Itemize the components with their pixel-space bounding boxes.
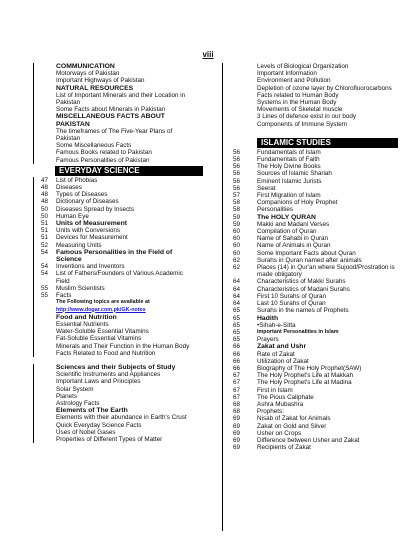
- toc-page-number: 50: [40, 205, 48, 213]
- toc-title: Pakistan: [56, 99, 81, 107]
- toc-entry: [223, 365, 398, 372]
- toc-title: Characteristics of Makki Surahs: [257, 278, 346, 286]
- toc-title: Planets: [56, 392, 78, 400]
- toc-title: Name of Animals in Quran: [257, 242, 331, 250]
- toc-title: List of Fathers/Founders of Various Academic: [56, 270, 183, 278]
- toc-title: Makki and Madani Verses: [257, 220, 330, 228]
- toc-entry: [223, 329, 398, 336]
- toc-title: The Pious Caliphate: [257, 393, 314, 401]
- toc-entry: [33, 242, 203, 249]
- toc-entry: [33, 227, 203, 234]
- toc-entry: [223, 444, 398, 451]
- toc-title: Prophets:: [257, 408, 284, 416]
- toc-entry: [33, 220, 203, 227]
- toc-page-number: 57: [232, 192, 240, 200]
- toc-entry: [223, 379, 398, 386]
- toc-title: Prayers: [257, 336, 279, 344]
- toc-page-number: 60: [232, 235, 240, 243]
- toc-page-number: 51: [40, 234, 48, 242]
- toc-title: Levels of Biological Organization: [257, 63, 349, 70]
- toc-entry: [223, 415, 398, 422]
- toc-entry: [223, 221, 398, 228]
- toc-title: Properties of Different Types of Matter: [56, 435, 163, 443]
- toc-entry: [33, 436, 203, 443]
- toc-title: Fundamentals of Faith: [257, 156, 320, 164]
- toc-bullet-item: • Sihah-e-Sitta: [257, 322, 398, 329]
- toc-title: Important Highways of Pakistan: [56, 77, 145, 85]
- toc-title: Famous Books related to Pakistan: [56, 149, 152, 157]
- toc-page-number: 51: [40, 220, 48, 228]
- toc-page-number: 54: [40, 263, 48, 271]
- toc-entry: [33, 70, 203, 77]
- toc-entry: [223, 250, 398, 257]
- toc-entry: [33, 157, 203, 164]
- toc-page-number: 67: [232, 393, 240, 401]
- toc-entry: [33, 198, 203, 205]
- toc-page-number: 58: [232, 199, 240, 207]
- toc-title: First Migration of Islam: [257, 192, 321, 200]
- toc-title: Facts: [56, 292, 72, 300]
- toc-entry: [33, 328, 203, 335]
- toc-entry: [33, 206, 203, 213]
- toc-title: Components of Immune System: [257, 120, 347, 128]
- toc-title: Human Eye: [56, 212, 89, 220]
- toc-right-column: [222, 63, 398, 531]
- toc-page-number: 50: [40, 212, 48, 220]
- toc-page-number: 47: [40, 176, 48, 184]
- toc-page-number: 65: [232, 328, 240, 336]
- toc-heading: NATURAL RESOURCES: [56, 84, 134, 92]
- toc-entry: [223, 401, 398, 408]
- page-number: viii: [202, 50, 214, 59]
- toc-title: Seerat: [257, 184, 276, 192]
- toc-entry: [33, 350, 203, 357]
- toc-page-number: 65: [232, 314, 240, 322]
- toc-entry: [33, 393, 203, 400]
- toc-entry: [33, 149, 203, 156]
- toc-title: Companions of Holy Prophet: [257, 199, 338, 207]
- toc-page-number: 65: [232, 307, 240, 315]
- toc-entry: [33, 249, 203, 256]
- toc-entry: [33, 63, 203, 70]
- toc-entry: [223, 178, 398, 185]
- toc-title: The Holy Divine Books: [257, 163, 321, 171]
- toc-page-number: 56: [232, 156, 240, 164]
- toc-page-number: 59: [232, 220, 240, 228]
- toc-title: Facts Related to Food and Nutrition: [56, 349, 156, 357]
- toc-entry: [223, 149, 398, 156]
- toc-entry: [223, 85, 398, 92]
- toc-page-number: 66: [232, 343, 240, 351]
- toc-entry: [33, 113, 203, 120]
- toc-title: Diseases Spread by Insects: [56, 205, 135, 213]
- toc-title: Eminent Islamic Jurists: [257, 177, 322, 185]
- toc-page-number: 64: [232, 285, 240, 293]
- spacer: [223, 128, 398, 135]
- toc-entry: [223, 408, 398, 415]
- toc-title: Biography of The Holy Prophet(SAW): [257, 364, 362, 372]
- toc-page-number: 69: [232, 415, 240, 423]
- toc-entry: [223, 322, 398, 329]
- toc-entry: [33, 422, 203, 429]
- toc-title: Facts related to Human Body: [257, 91, 339, 99]
- toc-title: Surahs in the names of Prophets: [257, 307, 349, 315]
- toc-entry: [223, 351, 398, 358]
- toc-entry: [223, 170, 398, 177]
- toc-title: Depletion of ozone layer by Chlorofluorocarbons: [257, 84, 392, 92]
- toc-page-number: 60: [232, 249, 240, 257]
- toc-entry: [223, 185, 398, 192]
- toc-page-number: 68: [232, 400, 240, 408]
- toc-page-number: 48: [40, 184, 48, 192]
- toc-title: Types of Diseases: [56, 191, 108, 199]
- toc-title: Scientific Instruments and Appliances: [56, 371, 161, 379]
- toc-title: Personalities: [257, 206, 294, 214]
- toc-entry: [223, 214, 398, 221]
- toc-page-number: 54: [40, 270, 48, 278]
- toc-page-number: 56: [232, 163, 240, 171]
- toc-title: List of Important Minerals and their Location in: [56, 91, 186, 99]
- toc-heading: Zakat and Ushr: [257, 343, 307, 351]
- toc-entry: [223, 394, 398, 401]
- toc-page-number: 60: [232, 242, 240, 250]
- toc-heading: Famous Personalities in the Field of: [56, 248, 173, 256]
- toc-page-number: 64: [232, 278, 240, 286]
- toc-entry: [223, 315, 398, 322]
- toc-title: Fat-Soluble Essential Vitamins: [56, 335, 142, 343]
- toc-title: Important Laws and Principles: [56, 378, 141, 386]
- toc-title: Name of Sahabi in Quran: [257, 235, 329, 243]
- toc-entry: [33, 106, 203, 113]
- toc-title: Famous Personalities of Pakistan: [56, 156, 150, 164]
- toc-entry: [33, 142, 203, 149]
- toc-left-column: [33, 63, 203, 531]
- toc-page-number: 64: [232, 292, 240, 300]
- toc-entry: [33, 99, 203, 106]
- toc-entry: [33, 400, 203, 407]
- toc-page-number: 51: [40, 227, 48, 235]
- toc-entry: [33, 77, 203, 84]
- toc-page-number: 56: [232, 184, 240, 192]
- toc-title: Ashra Mubashra: [257, 400, 304, 408]
- toc-title: Elements with their abundance in Earth's Crust: [56, 414, 187, 422]
- toc-entry: [33, 307, 203, 314]
- toc-page-number: 56: [232, 170, 240, 178]
- toc-title: Important Information: [257, 70, 317, 78]
- toc-entry: [223, 430, 398, 437]
- toc-page-number: 56: [232, 148, 240, 156]
- toc-title: The timeframes of The Five-Year Plans of: [56, 127, 173, 135]
- toc-heading: Sciences and their Subjects of Study: [56, 363, 176, 371]
- section-header: ISLAMIC STUDIES: [257, 138, 398, 148]
- toc-page-number: 69: [232, 436, 240, 444]
- toc-page-number: 66: [232, 350, 240, 358]
- toc-heading: Units of Measurement: [56, 220, 128, 228]
- toc-title: Quick Everyday Science Facts: [56, 421, 142, 429]
- toc-title: Movements of Skeletal muscle: [257, 106, 343, 114]
- toc-entry: [33, 429, 203, 436]
- toc-page-number: 62: [232, 264, 240, 272]
- toc-entry: [223, 77, 398, 84]
- toc-entry: [33, 407, 203, 414]
- spacer: [33, 357, 203, 364]
- toc-page-number: 55: [40, 284, 48, 292]
- toc-entry: [223, 300, 398, 307]
- toc-title: Zakat on Gold and Silver: [257, 422, 327, 430]
- toc-entry: [33, 299, 203, 306]
- toc-page-number: 58: [232, 206, 240, 214]
- toc-page-number: 68: [232, 408, 240, 416]
- toc-entry: [33, 85, 203, 92]
- toc-entry: [33, 378, 203, 385]
- toc-title: The Holy Prophet's Life at Makkah: [257, 372, 354, 380]
- toc-title: List of Phobias: [56, 176, 98, 184]
- toc-title: Inventions and Inventors: [56, 263, 125, 271]
- toc-entry: [33, 278, 203, 285]
- toc-entry: [33, 314, 203, 321]
- toc-entry: [33, 270, 203, 277]
- toc-entry: [33, 335, 203, 342]
- toc-page-number: 69: [232, 444, 240, 452]
- toc-entry: [223, 372, 398, 379]
- toc-page-number: 69: [232, 429, 240, 437]
- toc-entry: [33, 292, 203, 299]
- toc-entry: [223, 235, 398, 242]
- toc-title: Some Facts about Minerals in Pakistan: [56, 106, 166, 114]
- toc-title: Dictionary of Diseases: [56, 198, 119, 206]
- toc-title: 3 Lines of defence exist in our body: [257, 113, 357, 121]
- toc-title: Usher on Crops: [257, 429, 302, 437]
- toc-title: Sources of Islamic Shariah: [257, 170, 332, 178]
- toc-title: Diseases: [56, 184, 82, 192]
- toc-title: Compilation of Quran: [257, 228, 317, 236]
- toc-entry: [223, 278, 398, 285]
- toc-title: Difference between Usher and Zakat: [257, 436, 360, 444]
- toc-page-number: 59: [232, 213, 240, 221]
- toc-entry: [223, 293, 398, 300]
- toc-entry: [33, 321, 203, 328]
- toc-page-number: 67: [232, 372, 240, 380]
- toc-heading: The HOLY QURAN: [257, 213, 316, 221]
- toc-heading: Science: [56, 256, 82, 264]
- toc-title: Characteristics of Madani Surahs: [257, 285, 350, 293]
- toc-entry: [33, 371, 203, 378]
- toc-heading: Elements of The Earth: [56, 407, 128, 415]
- toc-title: The Holy Prophet's Life at Madina: [257, 379, 352, 387]
- toc-entry: [33, 177, 203, 184]
- toc-note: Important Personalities in Islam: [257, 328, 339, 335]
- toc-entry: [33, 285, 203, 292]
- toc-title: Systems in the Human Body: [257, 99, 337, 107]
- toc-entry: [33, 191, 203, 198]
- toc-entry: [223, 70, 398, 77]
- toc-entry: [223, 92, 398, 99]
- toc-entry: [33, 128, 203, 135]
- toc-entry: [33, 92, 203, 99]
- toc-page-number: 66: [232, 364, 240, 372]
- toc-page-number: 67: [232, 379, 240, 387]
- toc-heading: COMMUNICATION: [56, 63, 115, 70]
- toc-title: Solar System: [56, 385, 94, 393]
- toc-title: Astrology Facts: [56, 399, 100, 407]
- toc-entry: [223, 336, 398, 343]
- toc-entry: [223, 307, 398, 314]
- toc-title: Units with Conversions: [56, 227, 121, 235]
- toc-entry: [223, 387, 398, 394]
- toc-entry: [223, 437, 398, 444]
- toc-title: Fundamentals of Islam: [257, 148, 321, 156]
- toc-entry: [33, 234, 203, 241]
- toc-page-number: 65: [232, 321, 240, 329]
- toc-heading: PAKISTAN: [56, 120, 90, 128]
- toc-page-number: 52: [40, 241, 48, 249]
- toc-entry: [223, 113, 398, 120]
- toc-entry: [223, 106, 398, 113]
- toc-page-number: 62: [232, 256, 240, 264]
- toc-entry: [223, 423, 398, 430]
- toc-title: Minerals and Their Function in the Human Body: [56, 342, 190, 350]
- toc-page-number: 60: [232, 228, 240, 236]
- toc-entry: [223, 242, 398, 249]
- toc-page-number: 67: [232, 386, 240, 394]
- notes-link[interactable]: http://www.dogar.com.pk/GK-notes: [56, 306, 146, 313]
- toc-entry: [33, 256, 203, 263]
- toc-entry: [33, 414, 203, 421]
- toc-title: Water-Soluble Essential Vitamins: [56, 328, 149, 336]
- toc-heading: Food and Nutrition: [56, 313, 117, 321]
- toc-entry: [223, 206, 398, 213]
- toc-heading: MISCELLANEOUS FACTS ABOUT: [56, 113, 165, 121]
- toc-title: Nisab of Zakat for Animals: [257, 415, 331, 423]
- toc-title: Utilization of Zakat: [257, 357, 309, 365]
- toc-title: Rate of Zakat: [257, 350, 295, 358]
- toc-title: Muslim Scientists: [56, 284, 105, 292]
- toc-title: Last 10 Surahs of Quran: [257, 300, 326, 308]
- toc-page-number: 69: [232, 422, 240, 430]
- toc-title: Essential Nutrients: [56, 320, 109, 328]
- toc-entry: [223, 163, 398, 170]
- toc-page-number: 65: [232, 336, 240, 344]
- toc-entry: [33, 263, 203, 270]
- toc-page-number: 54: [40, 248, 48, 256]
- toc-entry: [223, 121, 398, 128]
- toc-entry: [223, 264, 398, 271]
- toc-page-number: 48: [40, 198, 48, 206]
- toc-heading: Hadith: [257, 314, 279, 322]
- toc-title: Measuring Units: [56, 241, 102, 249]
- toc-entry: [33, 213, 203, 220]
- toc-title: Recipients of Zakat: [257, 444, 311, 452]
- toc-title: Some Miscellaneous Facts: [56, 142, 132, 150]
- toc-entry: [33, 343, 203, 350]
- toc-title: Environment and Pollution: [257, 77, 331, 85]
- toc-title: First 10 Surahs of Quran: [257, 292, 326, 300]
- toc-title: Uses of Nobel Gases: [56, 428, 116, 436]
- toc-title: made obligatory: [257, 271, 302, 279]
- toc-entry: [223, 63, 398, 70]
- toc-entry: [223, 192, 398, 199]
- toc-page-number: 64: [232, 300, 240, 308]
- toc-entry: [223, 271, 398, 278]
- toc-page-number: 48: [40, 191, 48, 199]
- toc-entry: [223, 228, 398, 235]
- toc-title: Devices for Measurement: [56, 234, 128, 242]
- toc-entry: [223, 99, 398, 106]
- toc-entry: [33, 121, 203, 128]
- toc-title: Pakistan: [56, 135, 81, 143]
- toc-page-number: 56: [232, 177, 240, 185]
- toc-entry: [33, 364, 203, 371]
- toc-title: Surahs in Quran named after animals: [257, 256, 362, 264]
- toc-entry: [223, 286, 398, 293]
- toc-entry: [223, 156, 398, 163]
- toc-title: Motorways of Pakistan: [56, 70, 120, 78]
- toc-entry: [223, 358, 398, 365]
- toc-title: First in Islam: [257, 386, 293, 394]
- toc-title: Field: [56, 277, 70, 285]
- toc-entry: [223, 257, 398, 264]
- toc-entry: [33, 184, 203, 191]
- toc-title: Places (14) in Qur'an where Sujood/Prostration is: [257, 264, 395, 272]
- toc-entry: [33, 135, 203, 142]
- toc-page-number: 55: [40, 292, 48, 300]
- toc-entry: [223, 343, 398, 350]
- toc-note: The Following topics are available at: [56, 299, 150, 306]
- toc-entry: [223, 199, 398, 206]
- toc-title: Some Important Facts about Quran: [257, 249, 356, 257]
- toc-page-number: 66: [232, 357, 240, 365]
- section-header: EVERYDAY SCIENCE: [55, 166, 203, 176]
- toc-entry: [33, 386, 203, 393]
